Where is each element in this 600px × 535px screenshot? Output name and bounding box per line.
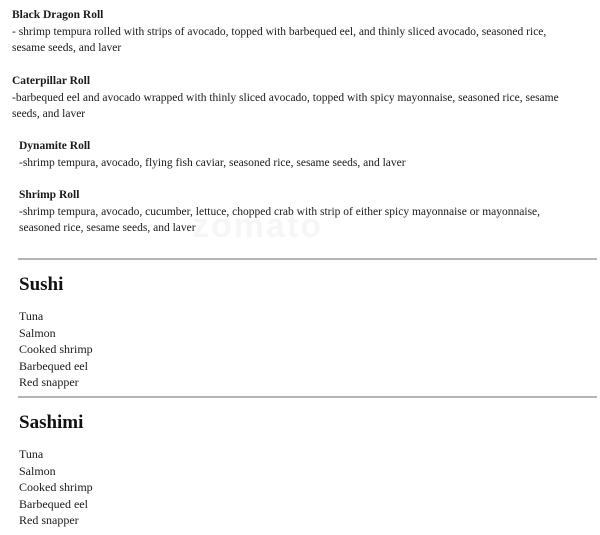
sashimi-list [19, 446, 93, 529]
item-name: Shrimp Roll [19, 189, 80, 201]
section-divider [18, 396, 597, 398]
item-description: -barbequed eel and avocado wrapped with thinly sliced avocado, topped with spicy mayonnaise, seasoned rice, sesame [12, 91, 559, 104]
section-divider [18, 258, 597, 260]
list-item: Salmon [19, 463, 56, 478]
menu-item-shrimp-roll [19, 187, 599, 237]
section-title-sashimi: Sashimi [19, 412, 84, 433]
item-description: -shrimp tempura, avocado, flying fish caviar, seasoned rice, sesame seeds, and laver [19, 156, 406, 169]
list-item: Red snapper [19, 375, 79, 390]
item-description-cont: seeds, and laver [12, 108, 86, 120]
item-name: Caterpillar Roll [12, 75, 91, 87]
item-name: Dynamite Roll [19, 140, 91, 152]
list-item: Salmon [19, 325, 56, 340]
menu-item-dynamite-roll [19, 138, 599, 171]
sushi-list [19, 308, 93, 391]
item-description-cont: seasoned rice, sesame seeds, and laver [19, 222, 196, 234]
list-item: Cooked shrimp [19, 480, 93, 495]
list-item: Barbequed eel [19, 358, 88, 373]
item-description: -shrimp tempura, avocado, cucumber, lettuce, chopped crab with strip of either spicy mayonnaise or mayonnaise, [19, 205, 541, 218]
list-item: Cooked shrimp [19, 342, 93, 357]
list-item: Red snapper [19, 513, 79, 528]
list-item: Tuna [19, 447, 44, 461]
menu-item-caterpillar-roll [12, 73, 600, 123]
item-description: - shrimp tempura rolled with strips of avocado, topped with barbequed eel, and thinly sliced avocado, seasoned rice, [12, 25, 547, 38]
list-item: Barbequed eel [19, 496, 88, 511]
list-item: Tuna [19, 309, 44, 323]
menu-item-black-dragon-roll [12, 7, 597, 57]
item-description-cont: sesame seeds, and laver [12, 42, 122, 54]
item-name: Black Dragon Roll [12, 9, 104, 21]
section-title-sushi: Sushi [19, 274, 64, 295]
